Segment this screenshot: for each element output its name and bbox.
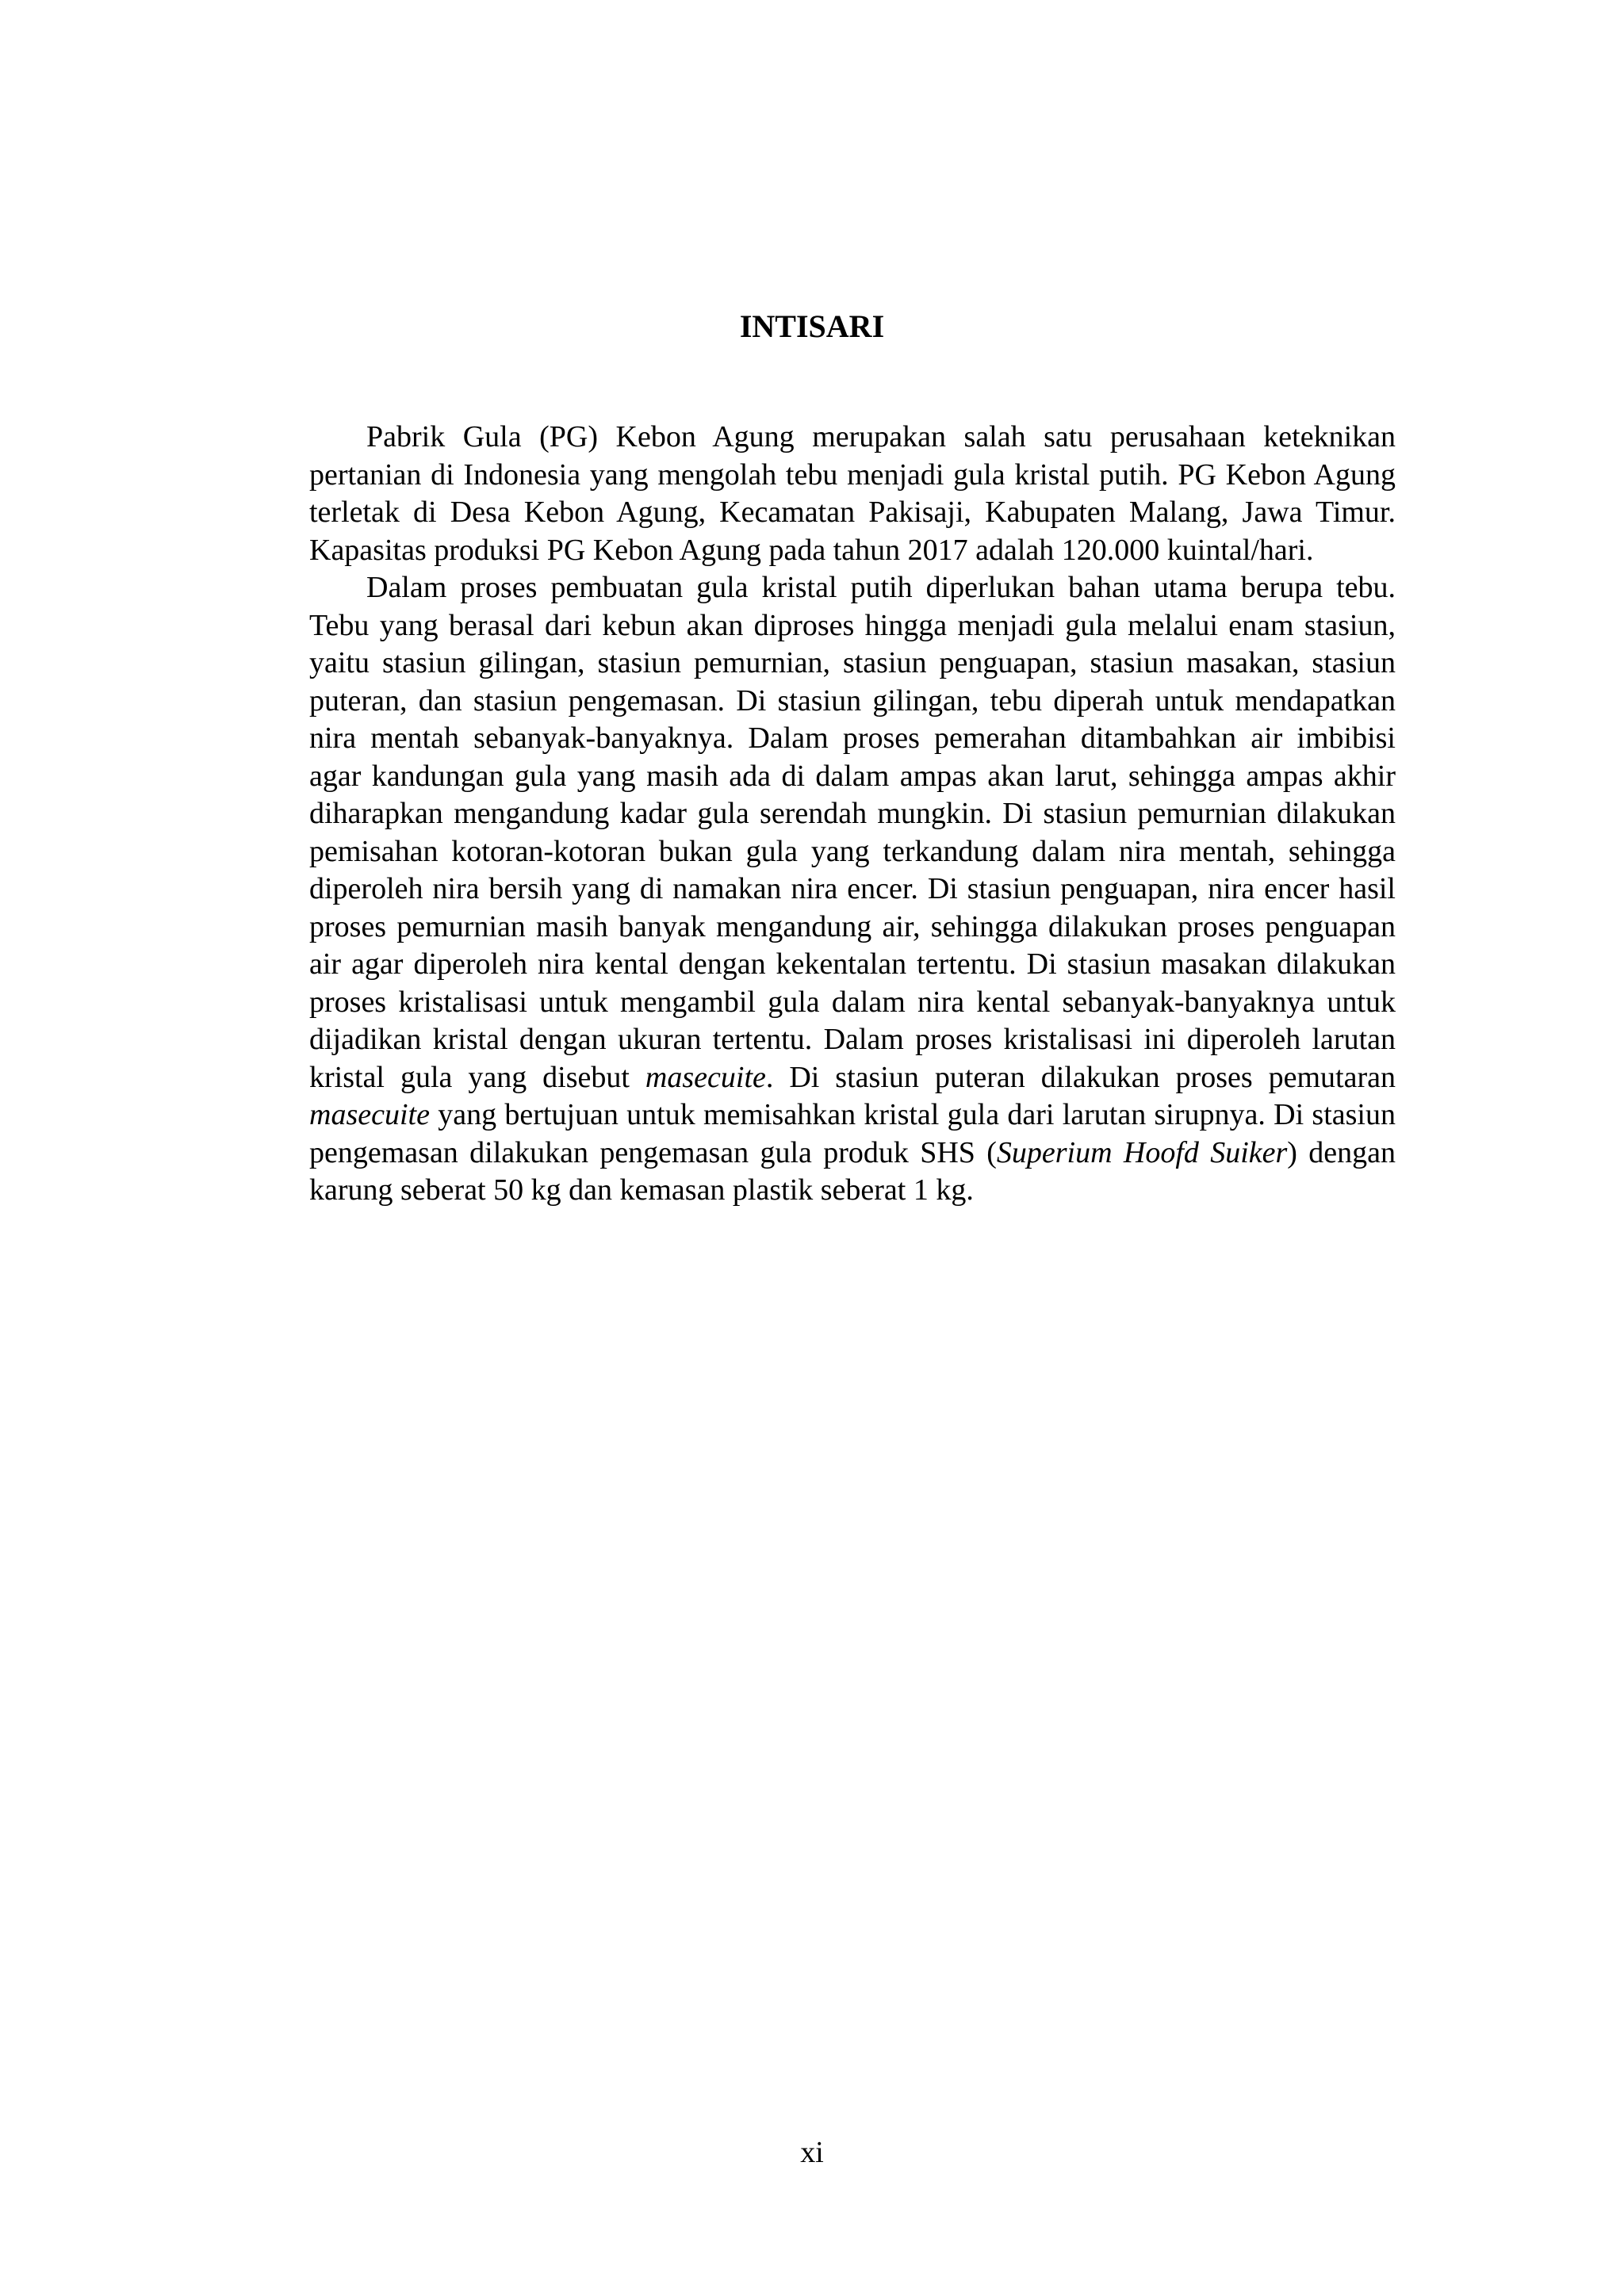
text-run: Pabrik Gula (PG) Kebon Agung merupakan salah satu perusahaan keteknikan pertanian di Indonesia yang mengolah tebu menjadi gula kristal putih. PG Kebon Agung terletak di Desa Kebon Agung, Kecamatan Pakisaji, Kabupaten Malang, Jawa Timur. Kapasitas produksi PG Kebon Agung pada tahun 2017 adalah 120.000 kuintal/hari.	[309, 420, 1396, 567]
text-run: Dalam proses pembuatan gula kristal putih diperlukan bahan utama berupa tebu. Tebu yang berasal dari kebun akan diproses hingga menjadi gula melalui enam stasiun, yaitu stasiun gilingan, stasiun pemurnian, stasiun penguapan, stasiun masakan, stasiun puteran, dan stasiun pengemasan. Di stasiun gilingan, tebu diperah untuk mendapatkan nira mentah sebanyak-banyaknya. Dalam proses pemerahan ditambahkan air imbibisi agar kandungan gula yang masih ada di dalam ampas akan larut, sehingga ampas akhir diharapkan mengandung kadar gula serendah mungkin. Di stasiun pemurnian dilakukan pemisahan kotoran-kotoran bukan gula yang terkandung dalam nira mentah, sehingga diperoleh nira bersih yang di namakan nira encer. Di stasiun penguapan, nira encer hasil proses pemurnian masih banyak mengandung air, sehingga dilakukan proses penguapan air agar diperoleh nira kental dengan kekentalan tertentu. Di stasiun masakan dilakukan proses kristalisasi untuk mengambil gula dalam nira kental sebanyak-banyaknya untuk dijadikan kristal dengan ukuran tertentu. Dalam proses kristalisasi ini diperoleh larutan kristal gula yang disebut	[309, 571, 1396, 1094]
italic-term: masecuite	[309, 1098, 430, 1131]
text-run: ) dengan karung seberat 50 kg dan kemasan plastik seberat 1 kg.	[309, 1135, 1396, 1207]
page-title: INTISARI	[739, 308, 885, 344]
text-run: . Di stasiun puteran dilakukan proses pemutaran	[765, 1060, 1396, 1094]
text-run: yang bertujuan untuk memisahkan kristal gula dari larutan sirupnya. Di stasiun pengemasan dilakukan pengemasan gula produk SHS (	[309, 1098, 1396, 1169]
page-number: xi	[800, 2136, 824, 2169]
paragraph-2	[309, 569, 1396, 1210]
abstract-body	[309, 419, 1396, 1210]
italic-term: Superium Hoofd Suiker	[996, 1135, 1288, 1169]
paragraph-1	[309, 419, 1396, 569]
italic-term: masecuite	[645, 1060, 766, 1094]
